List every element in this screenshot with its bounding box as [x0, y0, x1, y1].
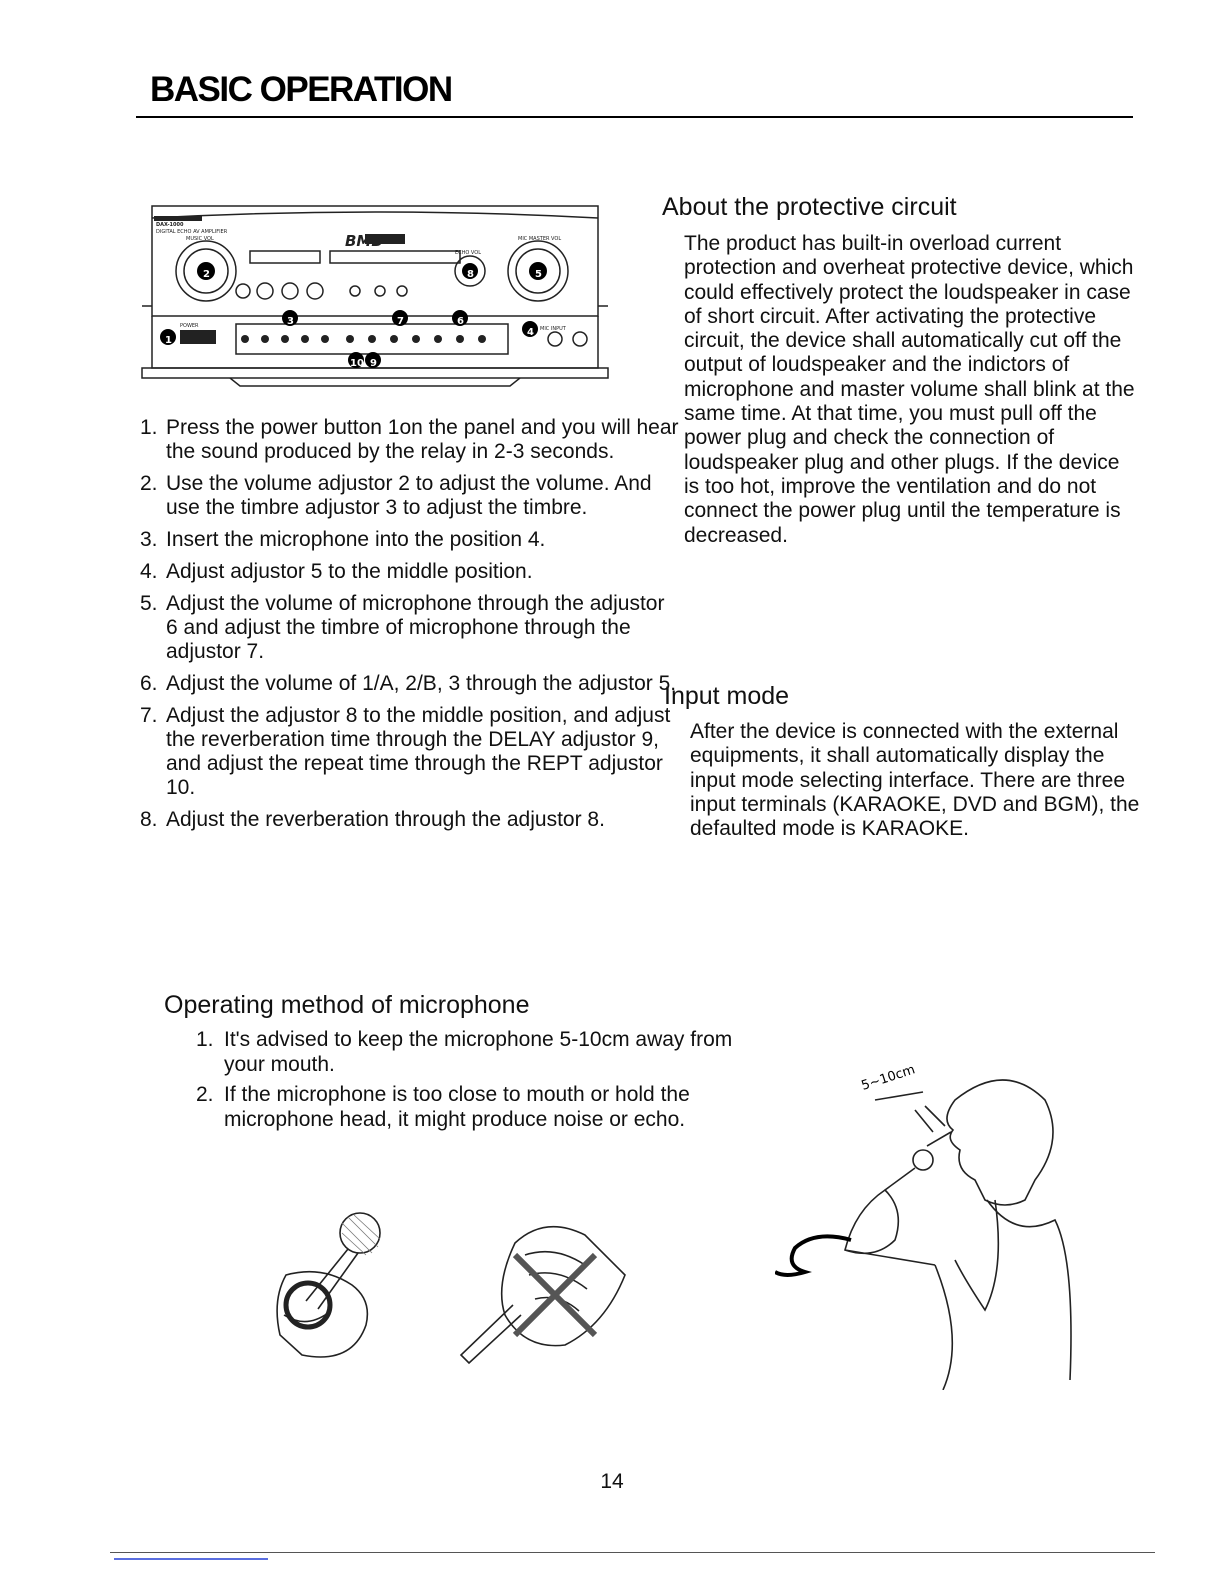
- basic-operation-steps: [140, 416, 680, 840]
- microphone-steps: [196, 1028, 756, 1138]
- step-number: 3.: [140, 528, 158, 551]
- list-item: [140, 808, 680, 832]
- page-number: 14: [600, 1470, 624, 1493]
- panel-label-mic-master-vol: MIC MASTER VOL: [518, 236, 562, 242]
- footer-accent-line: [114, 1558, 268, 1560]
- singer-illustration: [775, 1060, 1095, 1390]
- list-item: [140, 472, 680, 520]
- list-item: [140, 560, 680, 584]
- protective-circuit-heading: About the protective circuit: [662, 193, 957, 221]
- panel-label-mic-input: MIC INPUT: [540, 326, 566, 332]
- panel-label-echo-vol: ECHO VOL: [455, 250, 481, 256]
- step-text: Adjust the adjustor 8 to the middle position, and adjust the reverberation time through the DELAY adjustor 9, and adjust the repeat time through the REPT adjustor 10.: [166, 704, 671, 799]
- callout-2: 2: [203, 269, 210, 280]
- step-text: Insert the microphone into the position 4.: [166, 528, 546, 551]
- protective-circuit-text: The product has built-in overload current protection and overheat protective device, which could effectively protect the loudspeaker in case of short circuit. After activating the protective circuit, the device shall automatically cut off the output of loudspeaker and the indictors of microphone and master volume shall blink at the same time. At that time, you must pull off the power plug and check the connection of loudspeaker plug and other plugs. If the device is too hot, improve the ventilation and do not connect the power plug until the temperature is decreased.: [684, 232, 1135, 547]
- step-number: 1.: [196, 1028, 214, 1051]
- list-item: [196, 1028, 756, 1077]
- step-number: 6.: [140, 672, 158, 695]
- footer-divider: [110, 1552, 1155, 1553]
- callout-10: 10: [350, 358, 364, 369]
- panel-label-power: POWER: [180, 323, 199, 329]
- list-item: [140, 592, 680, 664]
- callout-9: 9: [370, 358, 377, 369]
- step-text: Use the volume adjustor 2 to adjust the volume. And use the timbre adjustor 3 to adjust the timbre.: [166, 472, 652, 519]
- step-number: 8.: [140, 808, 158, 831]
- callout-3: 3: [287, 316, 294, 327]
- step-text: Adjust the volume of 1/A, 2/B, 3 through the adjustor 5.: [166, 672, 677, 695]
- step-number: 7.: [140, 704, 158, 727]
- step-text: It's advised to keep the microphone 5-10cm away from your mouth.: [224, 1028, 733, 1076]
- list-item: [140, 704, 680, 800]
- panel-brand: BMB: [345, 232, 383, 250]
- step-number: 2.: [196, 1083, 214, 1106]
- microphone-heading: Operating method of microphone: [164, 991, 530, 1019]
- step-text: Press the power button 1on the panel and you will hear the sound produced by the relay in 2-3 seconds.: [166, 416, 679, 463]
- step-number: 1.: [140, 416, 158, 439]
- panel-label-music-vol: MUSIC VOL: [186, 236, 214, 242]
- input-mode-heading: Input mode: [664, 682, 790, 710]
- callout-4: 4: [527, 327, 534, 338]
- step-text: Adjust adjustor 5 to the middle position.: [166, 560, 533, 583]
- callout-5: 5: [535, 269, 542, 280]
- distance-label: 5~10cm: [859, 1062, 918, 1094]
- list-item: [196, 1083, 756, 1132]
- callout-7: 7: [397, 316, 404, 327]
- correct-grip-illustration: [262, 1205, 392, 1365]
- title-divider: [136, 116, 1133, 118]
- wrong-grip-illustration: [455, 1215, 630, 1365]
- panel-subtitle: DIGITAL ECHO AV AMPLIFIER: [156, 229, 228, 235]
- step-text: If the microphone is too close to mouth or hold the microphone head, it might produce noise or echo.: [224, 1083, 690, 1131]
- callout-8: 8: [467, 269, 474, 280]
- input-mode-text: After the device is connected with the external equipments, it shall automatically display the input mode selecting interface. There are three input terminals (KARAOKE, DVD and BGM), the defaulted mode is KARAOKE.: [690, 720, 1140, 841]
- page-title: BASIC OPERATION: [150, 70, 452, 109]
- panel-model: DAX-1000: [156, 222, 184, 228]
- callout-1: 1: [165, 335, 172, 346]
- callout-6: 6: [457, 316, 464, 327]
- step-text: Adjust the volume of microphone through the adjustor 6 and adjust the timbre of microphone through the adjustor 7.: [166, 592, 665, 663]
- step-number: 4.: [140, 560, 158, 583]
- list-item: [140, 672, 680, 696]
- step-number: 2.: [140, 472, 158, 495]
- list-item: [140, 528, 680, 552]
- step-text: Adjust the reverberation through the adjustor 8.: [166, 808, 605, 831]
- list-item: [140, 416, 680, 464]
- step-number: 5.: [140, 592, 158, 615]
